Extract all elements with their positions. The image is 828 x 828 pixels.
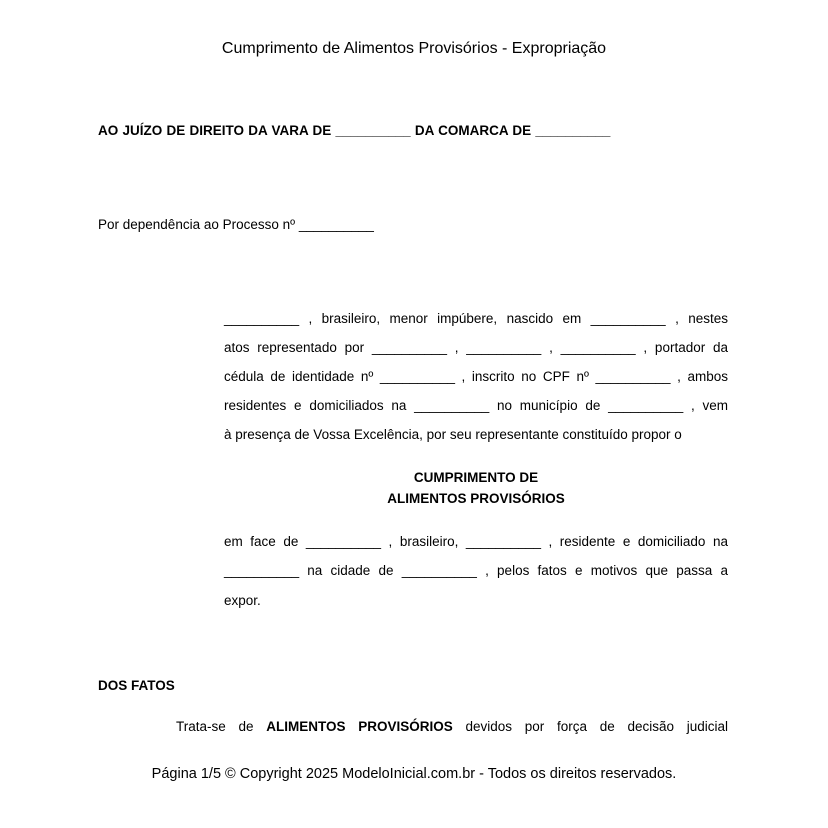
against-line-1: em face de __________ , brasileiro, __________ , residente e domiciliado na — [224, 534, 728, 549]
intro-line-5: à presença de Vossa Excelência, por seu representante constituído propor o — [224, 427, 682, 442]
intro-line-3: cédula de identidade nº __________ , inscrito no CPF nº __________ , ambos — [224, 369, 728, 384]
facts-line-bold: ALIMENTOS PROVISÓRIOS — [266, 719, 453, 734]
facts-section-heading: DOS FATOS — [98, 678, 175, 693]
intro-line-4: residentes e domiciliados na __________ no município de __________ , vem — [224, 398, 728, 413]
page-footer: Página 1/5 © Copyright 2025 ModeloInicial.com.br - Todos os direitos reservados. — [151, 766, 677, 782]
addressee-line: AO JUÍZO DE DIREITO DA VARA DE __________ DA COMARCA DE __________ — [98, 123, 611, 138]
against-line-3: expor. — [224, 593, 261, 608]
facts-line-start: Trata-se de — [176, 719, 267, 734]
facts-first-line — [176, 719, 728, 734]
action-title-line-2: ALIMENTOS PROVISÓRIOS — [387, 491, 565, 506]
process-dependency-line: Por dependência ao Processo nº __________ — [98, 217, 374, 232]
intro-line-1: __________ , brasileiro, menor impúbere, nascido em __________ , nestes — [224, 311, 728, 326]
action-title-line-1: CUMPRIMENTO DE — [413, 470, 539, 485]
facts-line-end: devidos por força de decisão judicial — [452, 719, 728, 734]
document-header-title: Cumprimento de Alimentos Provisórios - Expropriação — [221, 40, 607, 57]
intro-line-2: atos representado por __________ , __________ , __________ , portador da — [224, 340, 728, 355]
against-line-2: __________ na cidade de __________ , pelos fatos e motivos que passa a — [224, 563, 728, 578]
